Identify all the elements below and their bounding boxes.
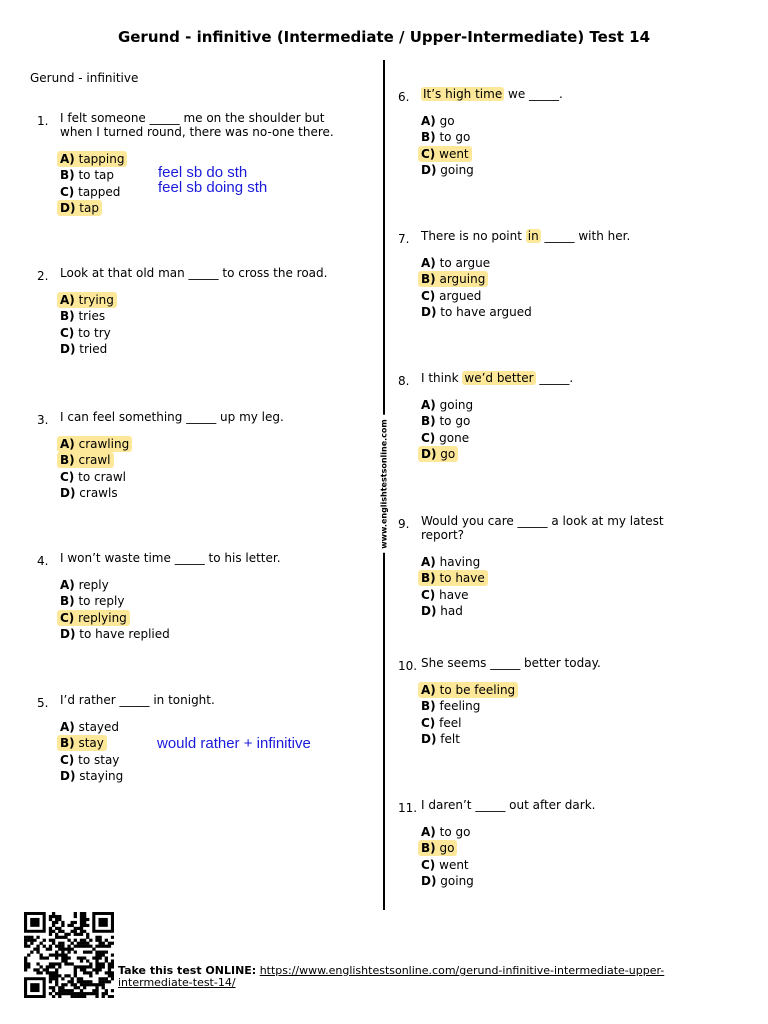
answer-option[interactable] <box>421 255 708 271</box>
question-9 <box>398 514 708 620</box>
option-text: tap <box>79 201 99 216</box>
option-letter: C) <box>60 752 75 767</box>
answer-option[interactable] <box>60 610 347 626</box>
question-number: 5. <box>37 696 49 710</box>
option-letter: B) <box>421 272 436 287</box>
question-text <box>421 656 708 670</box>
highlighted-phrase: we’d better <box>464 371 534 385</box>
note-feel-do: feel sb do sth <box>158 164 248 181</box>
question-text <box>421 371 708 385</box>
answer-options <box>421 554 708 620</box>
option-text: tried <box>79 342 108 357</box>
option-letter: D) <box>60 342 76 357</box>
option-text: felt <box>440 732 460 747</box>
option-letter: A) <box>421 398 436 412</box>
answer-options <box>60 292 347 358</box>
answer-option[interactable] <box>421 698 708 714</box>
answer-content <box>57 184 123 200</box>
question-text <box>421 87 708 101</box>
answer-option[interactable] <box>60 593 347 609</box>
question-text-segment: I think <box>421 371 463 385</box>
answer-content <box>418 715 464 731</box>
highlighted-answer <box>418 570 488 586</box>
answer-option[interactable] <box>421 413 708 429</box>
option-letter: A) <box>421 114 436 128</box>
option-text: tries <box>78 309 106 324</box>
answer-option[interactable] <box>60 436 347 452</box>
question-text <box>60 266 347 280</box>
option-text: going <box>440 163 474 178</box>
option-letter: C) <box>60 610 75 625</box>
option-letter: D) <box>421 447 437 462</box>
option-text: go <box>440 447 456 462</box>
option-letter: B) <box>60 736 75 751</box>
answer-options <box>421 682 708 748</box>
option-letter: C) <box>421 857 436 872</box>
highlighted-phrase: It’s high time <box>423 87 503 101</box>
option-text: to argue <box>439 256 491 270</box>
answer-content <box>418 698 483 714</box>
question-number: 9. <box>398 517 410 531</box>
highlighted-answer <box>418 146 472 162</box>
answer-option[interactable] <box>421 840 708 856</box>
answer-option[interactable] <box>421 304 708 320</box>
answer-option[interactable] <box>60 752 347 768</box>
option-text: having <box>439 555 481 569</box>
answer-option[interactable] <box>421 129 708 145</box>
option-text: went <box>439 857 469 872</box>
answer-content <box>57 167 117 183</box>
question-number: 8. <box>398 374 410 388</box>
option-text: go <box>439 114 455 128</box>
option-letter: D) <box>60 627 76 642</box>
answer-option[interactable] <box>60 341 347 357</box>
option-letter: D) <box>421 604 437 619</box>
option-letter: C) <box>421 715 436 730</box>
question-7 <box>398 229 708 321</box>
question-number: 7. <box>398 232 410 246</box>
question-8 <box>398 371 708 463</box>
question-text <box>421 229 708 243</box>
answer-content <box>418 857 472 873</box>
option-text: stay <box>78 736 104 751</box>
question-text-segment: _____ with her. <box>540 229 631 243</box>
option-text: crawl <box>78 453 111 468</box>
answer-content <box>418 304 535 320</box>
answer-option[interactable] <box>421 554 708 570</box>
answer-option[interactable] <box>421 113 708 129</box>
option-text: arguing <box>439 272 486 287</box>
answer-options <box>421 255 708 321</box>
answer-options <box>60 436 347 502</box>
question-text-segment: _____. <box>535 371 574 385</box>
option-text: to crawl <box>78 469 127 484</box>
highlighted-answer <box>57 436 132 452</box>
option-text: to go <box>439 825 471 839</box>
option-text: to be feeling <box>439 683 516 697</box>
answer-option[interactable] <box>421 430 708 446</box>
option-letter: C) <box>421 587 436 602</box>
question-text <box>60 551 347 565</box>
answer-content <box>57 341 110 357</box>
question-number: 4. <box>37 554 49 568</box>
option-text: have <box>439 587 469 602</box>
answer-option[interactable] <box>421 682 708 698</box>
option-text: stayed <box>78 720 120 734</box>
highlighted-answer <box>418 446 458 462</box>
highlighted-answer <box>57 200 102 216</box>
answer-content <box>418 873 477 889</box>
option-text: feeling <box>439 699 481 714</box>
question-number: 3. <box>37 413 49 427</box>
footer-label: Take this test ONLINE: <box>118 964 257 977</box>
question-text-segment: She seems _____ better today. <box>421 656 601 670</box>
option-text: went <box>439 146 469 161</box>
option-letter: D) <box>421 732 437 747</box>
footer <box>118 965 678 989</box>
option-text: to try <box>78 325 111 340</box>
question-11 <box>398 798 708 890</box>
option-letter: D) <box>60 201 76 216</box>
question-number: 6. <box>398 90 410 104</box>
question-number: 1. <box>37 114 49 128</box>
question-text <box>421 798 708 812</box>
footer-link[interactable]: https://www.englishtestsonline.com/gerund-infinitive-intermediate-upper-intermediate-test-14/ <box>118 964 665 989</box>
answer-content <box>57 325 114 341</box>
answer-option[interactable] <box>60 452 347 468</box>
option-text: argued <box>439 288 482 303</box>
answer-option[interactable] <box>421 288 708 304</box>
answer-option[interactable] <box>421 603 708 619</box>
option-letter: D) <box>60 769 76 784</box>
answer-option[interactable] <box>421 570 708 586</box>
option-letter: B) <box>60 168 75 183</box>
answer-options <box>421 824 708 890</box>
answer-options <box>421 113 708 179</box>
option-letter: B) <box>421 571 436 586</box>
answer-option[interactable] <box>60 719 347 735</box>
page-title: Gerund - infinitive (Intermediate / Upper-Intermediate) Test 14 <box>117 28 651 46</box>
option-text: to have <box>439 571 485 586</box>
answer-option[interactable] <box>60 626 347 642</box>
answer-content <box>418 255 493 271</box>
answer-option[interactable] <box>60 292 347 308</box>
answer-option[interactable] <box>421 271 708 287</box>
option-letter: B) <box>421 699 436 714</box>
question-6 <box>398 87 708 179</box>
highlighted-answer <box>57 151 127 167</box>
question-number: 2. <box>37 269 49 283</box>
option-text: gone <box>439 430 470 445</box>
option-letter: C) <box>60 469 75 484</box>
side-url: www.englishtestsonline.com <box>380 415 389 553</box>
answer-option[interactable] <box>421 873 708 889</box>
option-letter: C) <box>60 184 75 199</box>
option-text: to have replied <box>79 627 170 642</box>
option-letter: C) <box>60 325 75 340</box>
answer-content <box>418 288 484 304</box>
option-letter: D) <box>60 486 76 501</box>
answer-content <box>418 129 473 145</box>
answer-options <box>421 397 708 463</box>
answer-option[interactable] <box>60 768 347 784</box>
question-text-segment: There is no point <box>421 229 526 243</box>
option-text: tapped <box>78 184 121 199</box>
option-letter: A) <box>60 720 75 734</box>
highlighted-answer <box>418 271 488 287</box>
highlighted-answer <box>418 682 518 698</box>
option-text: trying <box>78 293 114 307</box>
option-letter: C) <box>421 430 436 445</box>
answer-content <box>57 593 127 609</box>
answer-options <box>60 577 347 643</box>
option-text: going <box>440 874 474 889</box>
option-letter: C) <box>421 146 436 161</box>
option-letter: D) <box>421 163 437 178</box>
highlighted-answer <box>57 292 117 308</box>
answer-content <box>57 577 112 593</box>
option-text: tapping <box>78 152 125 166</box>
question-text <box>421 514 708 542</box>
answer-option[interactable] <box>421 162 708 178</box>
note-would-rather: would rather + infinitive <box>157 735 311 752</box>
answer-content <box>57 308 108 324</box>
answer-option[interactable] <box>60 469 347 485</box>
option-letter: A) <box>421 825 436 839</box>
option-letter: A) <box>421 683 436 697</box>
option-letter: A) <box>60 152 75 166</box>
answer-option[interactable] <box>421 715 708 731</box>
answer-content <box>418 413 473 429</box>
answer-option[interactable] <box>421 146 708 162</box>
option-letter: C) <box>421 288 436 303</box>
section-subtitle: Gerund - infinitive <box>30 71 139 85</box>
option-letter: A) <box>421 555 436 569</box>
answer-option[interactable] <box>421 731 708 747</box>
question-2 <box>37 266 347 358</box>
answer-option[interactable] <box>60 485 347 501</box>
answer-content <box>57 752 122 768</box>
option-text: to have argued <box>440 305 532 320</box>
note-feel-doing: feel sb doing sth <box>158 179 268 196</box>
question-text <box>60 410 347 424</box>
option-text: going <box>439 398 474 412</box>
option-text: replying <box>78 610 127 625</box>
answer-option[interactable] <box>60 577 347 593</box>
answer-content <box>57 768 126 784</box>
answer-option[interactable] <box>421 446 708 462</box>
highlighted-answer <box>418 840 457 856</box>
option-letter: B) <box>421 841 436 856</box>
answer-content <box>57 626 173 642</box>
question-text <box>60 693 347 707</box>
question-4 <box>37 551 347 643</box>
answer-option[interactable] <box>421 397 708 413</box>
answer-option[interactable] <box>421 857 708 873</box>
answer-content <box>418 397 476 413</box>
answer-option[interactable] <box>421 824 708 840</box>
qr-code-icon <box>24 912 114 998</box>
option-letter: B) <box>60 309 75 324</box>
option-letter: A) <box>60 293 75 307</box>
answer-option[interactable] <box>60 325 347 341</box>
highlighted-answer <box>57 735 107 751</box>
question-number: 10. <box>398 659 418 673</box>
option-text: staying <box>79 769 124 784</box>
question-3 <box>37 410 347 502</box>
answer-content <box>57 485 121 501</box>
option-letter: B) <box>60 594 75 609</box>
option-text: to stay <box>78 752 120 767</box>
answer-content <box>418 554 483 570</box>
option-text: to go <box>439 414 471 429</box>
option-text: to tap <box>78 168 115 183</box>
answer-option[interactable] <box>60 308 347 324</box>
answer-content <box>418 162 477 178</box>
option-text: feel <box>439 715 462 730</box>
option-text: to go <box>439 130 471 145</box>
answer-content <box>418 430 472 446</box>
answer-content <box>418 731 463 747</box>
question-text-segment: I’d rather _____ in tonight. <box>60 693 215 707</box>
answer-option[interactable] <box>421 587 708 603</box>
answer-content <box>418 603 466 619</box>
highlighted-phrase: in <box>527 229 539 243</box>
option-letter: D) <box>421 305 437 320</box>
highlighted-answer <box>57 610 130 626</box>
question-text <box>60 111 347 139</box>
question-text-segment: we _____. <box>504 87 563 101</box>
option-letter: B) <box>421 414 436 429</box>
answer-content <box>57 719 122 735</box>
option-text: had <box>440 604 463 619</box>
option-text: go <box>439 841 455 856</box>
question-text-segment: Would you care _____ a look at my latest report? <box>421 514 664 542</box>
question-text-segment: I won’t waste time _____ to his letter. <box>60 551 281 565</box>
question-text-segment: I can feel something _____ up my leg. <box>60 410 284 424</box>
option-letter: A) <box>60 437 75 451</box>
option-letter: A) <box>60 578 75 592</box>
highlighted-answer <box>57 452 114 468</box>
option-text: crawling <box>78 437 130 451</box>
option-text: crawls <box>79 486 118 501</box>
option-text: reply <box>78 578 109 592</box>
question-text-segment: I daren’t _____ out after dark. <box>421 798 596 812</box>
question-number: 11. <box>398 801 418 815</box>
question-text-segment: I felt someone _____ me on the shoulder but when I turned round, there was no-one there. <box>60 111 334 139</box>
answer-content <box>418 824 473 840</box>
question-10 <box>398 656 708 748</box>
answer-option[interactable] <box>60 200 347 216</box>
answer-content <box>418 113 458 129</box>
option-letter: B) <box>60 453 75 468</box>
option-letter: B) <box>421 130 436 145</box>
option-letter: A) <box>421 256 436 270</box>
answer-content <box>57 469 129 485</box>
answer-content <box>418 587 472 603</box>
question-text-segment: Look at that old man _____ to cross the road. <box>60 266 328 280</box>
option-text: to reply <box>78 594 125 609</box>
option-letter: D) <box>421 874 437 889</box>
